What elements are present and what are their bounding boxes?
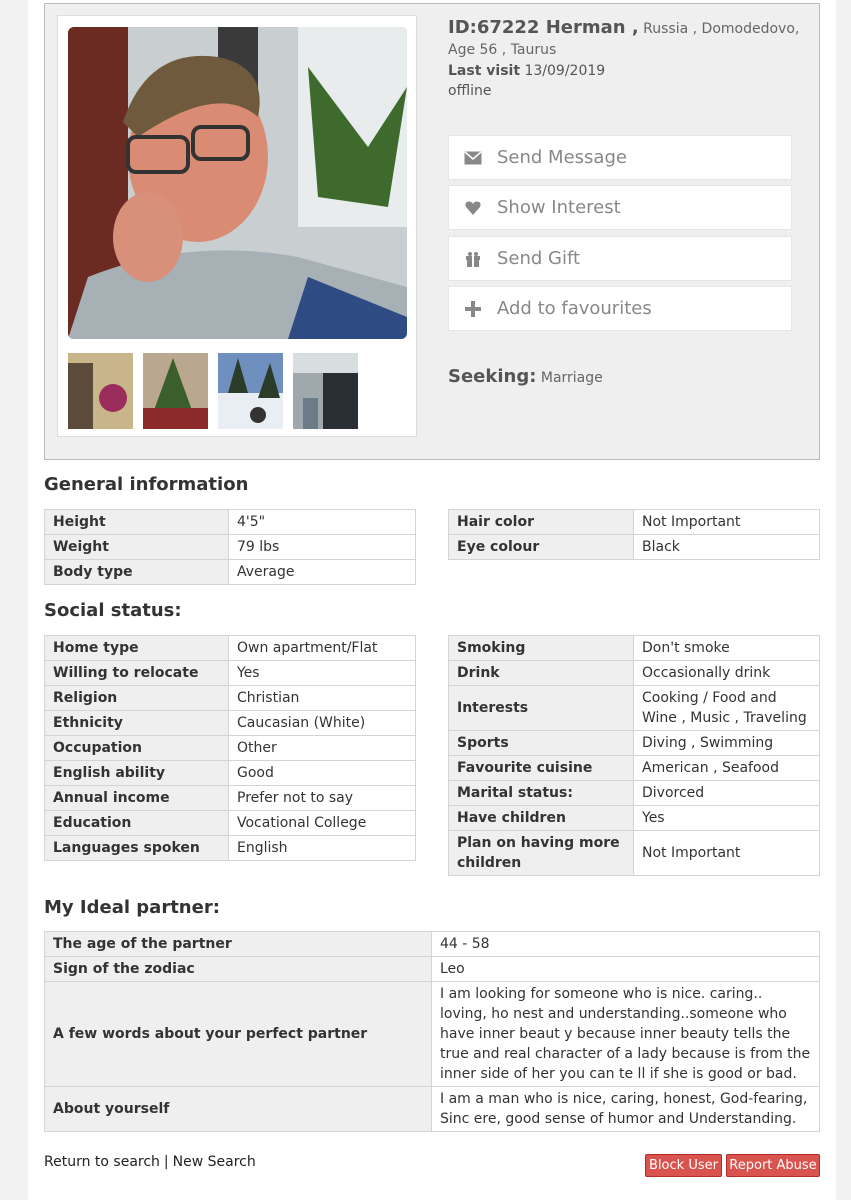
row-label: Favourite cuisine <box>449 756 634 781</box>
table-row <box>45 736 416 761</box>
table-row <box>449 686 820 731</box>
section-title-social: Social status: <box>44 600 182 621</box>
row-value: Leo <box>432 957 820 982</box>
row-value: Diving , Swimming <box>634 731 820 756</box>
row-label: A few words about your perfect partner <box>45 982 432 1087</box>
bottom-navigation <box>44 1154 256 1170</box>
last-visit <box>448 61 808 81</box>
row-label: Sign of the zodiac <box>45 957 432 982</box>
row-label: Education <box>45 811 229 836</box>
profile-info <box>448 17 808 101</box>
row-value: Not Important <box>634 510 820 535</box>
row-value: English <box>229 836 416 861</box>
row-label: English ability <box>45 761 229 786</box>
gallery-thumbnail[interactable] <box>293 353 358 429</box>
gift-icon <box>449 251 497 267</box>
row-value: Black <box>634 535 820 560</box>
row-label: The age of the partner <box>45 932 432 957</box>
row-label: Sports <box>449 731 634 756</box>
table-row <box>449 535 820 560</box>
social-info-table-left <box>44 635 416 861</box>
row-value: Christian <box>229 686 416 711</box>
new-search-link[interactable]: New Search <box>172 1154 256 1170</box>
seeking <box>448 366 603 387</box>
row-value: Caucasian (White) <box>229 711 416 736</box>
table-row <box>449 756 820 781</box>
row-value: Divorced <box>634 781 820 806</box>
row-label: Marital status: <box>449 781 634 806</box>
row-value: I am looking for someone who is nice. caring.. loving, ho nest and understanding..someone who have inner beaut y because inner beauty tells the true and real character of a lady because is from the inner side of her you can te ll if she is good or bad. <box>432 982 820 1087</box>
row-value: Prefer not to say <box>229 786 416 811</box>
table-row <box>45 686 416 711</box>
row-label: Occupation <box>45 736 229 761</box>
gallery-thumbnail[interactable] <box>218 353 283 429</box>
row-value: Yes <box>634 806 820 831</box>
row-value: Good <box>229 761 416 786</box>
table-row <box>45 510 416 535</box>
table-row <box>449 731 820 756</box>
row-value: Yes <box>229 661 416 686</box>
row-label: Hair color <box>449 510 634 535</box>
profile-id-name: ID:67222 Herman , <box>448 17 639 38</box>
row-value: Don't smoke <box>634 636 820 661</box>
row-label: Annual income <box>45 786 229 811</box>
return-to-search-link[interactable]: Return to search <box>44 1154 160 1170</box>
photo-gallery <box>57 15 417 437</box>
last-visit-label: Last visit <box>448 63 521 79</box>
table-row <box>45 836 416 861</box>
profile-location: Russia , Domodedovo, Age 56 , Taurus <box>448 21 800 58</box>
table-row <box>45 661 416 686</box>
table-row <box>449 831 820 876</box>
row-label: Smoking <box>449 636 634 661</box>
row-label: Interests <box>449 686 634 731</box>
row-value: Occasionally drink <box>634 661 820 686</box>
plus-icon <box>449 301 497 317</box>
row-value: Other <box>229 736 416 761</box>
table-row <box>45 560 416 585</box>
heart-icon <box>449 201 497 215</box>
block-user-button[interactable]: Block User <box>645 1154 722 1177</box>
row-label: Home type <box>45 636 229 661</box>
row-label: Height <box>45 510 229 535</box>
table-row <box>45 786 416 811</box>
gallery-thumbnail[interactable] <box>68 353 133 429</box>
row-value: 4'5" <box>229 510 416 535</box>
table-row <box>45 1087 820 1132</box>
table-row <box>45 711 416 736</box>
report-abuse-button[interactable]: Report Abuse <box>726 1154 820 1177</box>
row-label: Ethnicity <box>45 711 229 736</box>
table-row <box>45 957 820 982</box>
send-gift-label: Send Gift <box>497 248 581 269</box>
seeking-value: Marriage <box>536 370 603 386</box>
show-interest-label: Show Interest <box>497 197 621 218</box>
table-row <box>449 510 820 535</box>
table-row <box>45 811 416 836</box>
profile-header <box>448 17 808 61</box>
row-label: Languages spoken <box>45 836 229 861</box>
add-to-favourites-button[interactable] <box>448 286 792 331</box>
row-value: American , Seafood <box>634 756 820 781</box>
link-separator: | <box>163 1154 169 1170</box>
general-info-table-right <box>448 509 820 560</box>
row-label: Eye colour <box>449 535 634 560</box>
row-value: 79 lbs <box>229 535 416 560</box>
send-gift-button[interactable] <box>448 236 792 281</box>
row-label: Weight <box>45 535 229 560</box>
table-row <box>45 636 416 661</box>
profile-card <box>44 3 820 460</box>
row-label: Drink <box>449 661 634 686</box>
seeking-label: Seeking: <box>448 366 537 387</box>
main-profile-photo[interactable] <box>68 27 407 339</box>
row-label: Religion <box>45 686 229 711</box>
table-row <box>449 636 820 661</box>
general-info-table-left <box>44 509 416 585</box>
row-label: Plan on having more children <box>449 831 634 876</box>
row-value: Not Important <box>634 831 820 876</box>
gallery-thumbnail[interactable] <box>143 353 208 429</box>
section-title-general: General information <box>44 474 249 495</box>
row-value: Cooking / Food and Wine , Music , Traveling <box>634 686 820 731</box>
table-row <box>45 982 820 1087</box>
row-label: Have children <box>449 806 634 831</box>
send-message-label: Send Message <box>497 147 627 168</box>
row-label: About yourself <box>45 1087 432 1132</box>
send-message-button[interactable] <box>448 135 792 180</box>
envelope-icon <box>449 151 497 165</box>
table-row <box>45 761 416 786</box>
row-value: Vocational College <box>229 811 416 836</box>
last-visit-date: 13/09/2019 <box>520 63 606 79</box>
online-status: offline <box>448 83 492 99</box>
row-value: Own apartment/Flat <box>229 636 416 661</box>
show-interest-button[interactable] <box>448 185 792 230</box>
row-value: Average <box>229 560 416 585</box>
ideal-partner-table <box>44 931 820 1132</box>
table-row <box>449 806 820 831</box>
row-label: Willing to relocate <box>45 661 229 686</box>
table-row <box>449 661 820 686</box>
section-title-partner: My Ideal partner: <box>44 897 220 918</box>
social-info-table-right <box>448 635 820 876</box>
table-row <box>45 535 416 560</box>
row-label: Body type <box>45 560 229 585</box>
table-row <box>449 781 820 806</box>
add-to-favourites-label: Add to favourites <box>497 298 652 319</box>
table-row <box>45 932 820 957</box>
row-value: 44 - 58 <box>432 932 820 957</box>
row-value: I am a man who is nice, caring, honest, God-fearing, Sinc ere, good sense of humor and Understanding. <box>432 1087 820 1132</box>
